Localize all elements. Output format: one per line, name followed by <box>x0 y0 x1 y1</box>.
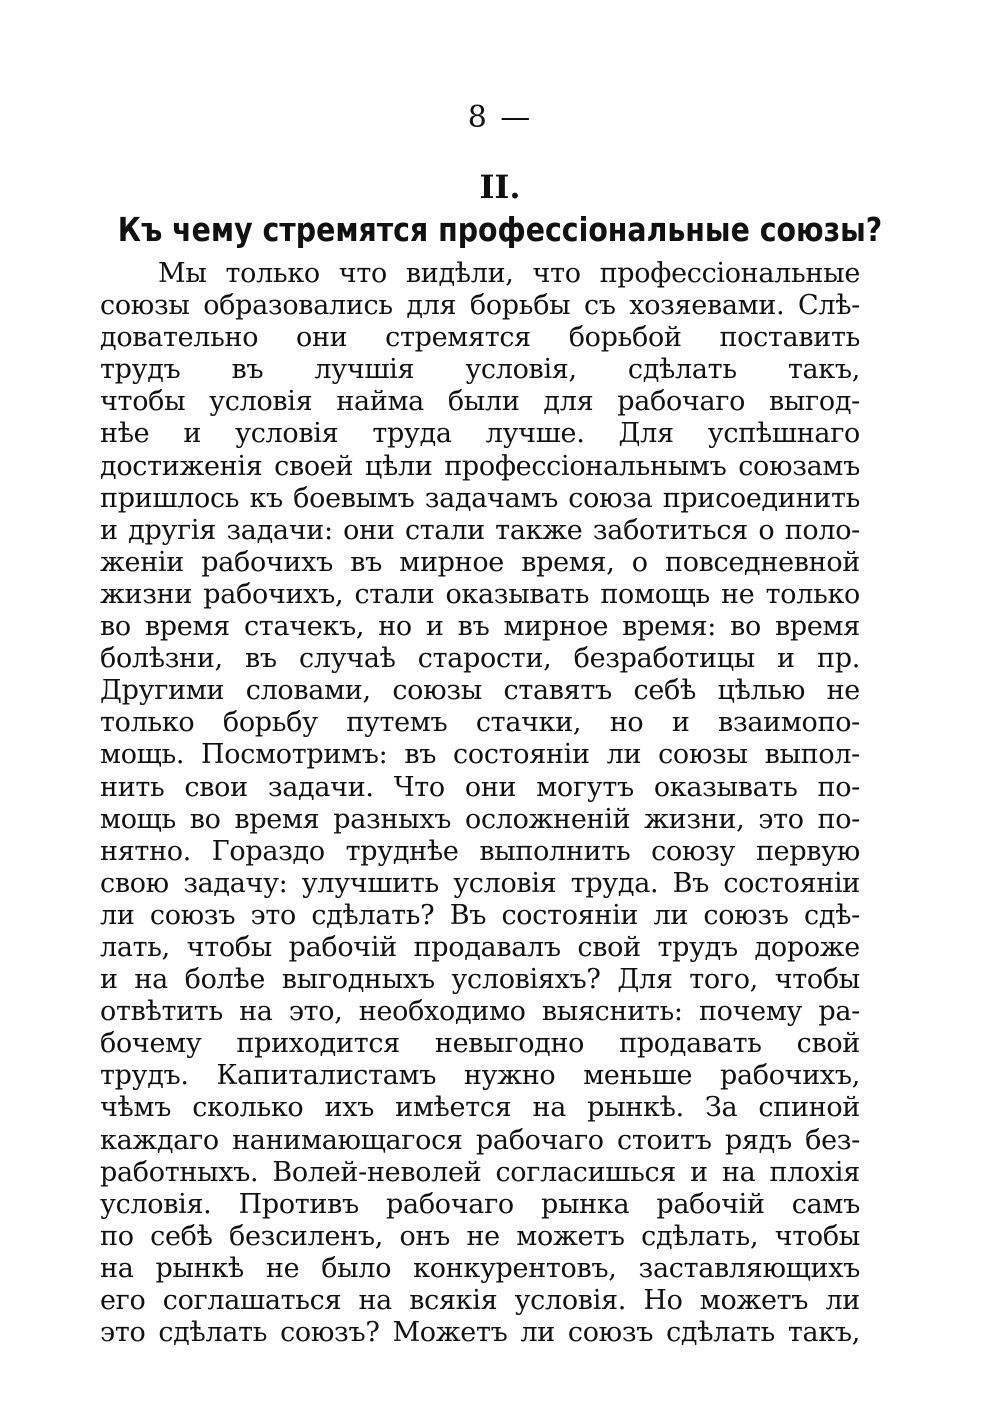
text-line: довательно они стремятся борьбой поставить <box>100 322 860 354</box>
text-line: Другими словами, союзы ставятъ себѣ цѣлью не <box>100 675 860 707</box>
text-line: лать, чтобы рабочій продавалъ свой трудъ дороже <box>100 931 860 963</box>
text-line: чѣмъ сколько ихъ имѣется на рынкѣ. За спиной <box>100 1092 860 1124</box>
text-line: его соглашаться на всякія условія. Но можетъ ли <box>100 1285 860 1316</box>
body-text <box>100 258 860 1349</box>
page-number: 8 — <box>467 100 533 135</box>
text-line: работныхъ. Волей-неволей согласишься и на плохія <box>100 1156 860 1188</box>
text-line: пришлось къ боевымъ задачамъ союза присоединить <box>100 482 860 514</box>
text-line: это сдѣлать союзъ? Можетъ ли союзъ сдѣлать такъ, <box>100 1317 860 1349</box>
text-line: каждаго нанимающагося рабочаго стоитъ рядъ без- <box>100 1124 860 1156</box>
text-line: чтобы условія найма были для рабочаго выгод- <box>100 386 860 418</box>
text-line: союзы образовались для борьбы съ хозяевами. Слѣ- <box>100 290 860 322</box>
text-line: мощь. Посмотримъ: въ состояніи ли союзы выпол- <box>100 739 860 771</box>
text-line: достиженія своей цѣли профессіональнымъ союзамъ <box>100 450 860 482</box>
text-line: нить свои задачи. Что они могутъ оказывать по- <box>100 771 860 803</box>
text-line: трудъ. Капиталистамъ нужно меньше рабочихъ, <box>100 1060 860 1092</box>
text-line: по себѣ безсиленъ, онъ не можетъ сдѣлать, чтобы <box>100 1220 860 1252</box>
text-line: жизни рабочихъ, стали оказывать помощь не только <box>100 578 860 610</box>
text-line: на рынкѣ не было конкурентовъ, заставляющихъ <box>100 1252 860 1284</box>
chapter-numeral: II. <box>479 168 521 206</box>
text-line: и на болѣе выгодныхъ условіяхъ? Для того, чтобы <box>100 964 860 996</box>
text-line: трудъ въ лучшія условія, сдѣлать такъ, <box>100 354 860 386</box>
text-line: ли союзъ это сдѣлать? Въ состояніи ли союзъ сдѣ- <box>100 899 860 931</box>
text-line: во время стачекъ, но и въ мирное время: во время <box>100 611 860 643</box>
text-line: нятно. Гораздо труднѣе выполнить союзу первую <box>100 835 860 867</box>
text-line: только борьбу путемъ стачки, но и взаимопо- <box>100 707 860 739</box>
text-line: Мы только что видѣли, что профессіональные <box>158 258 860 289</box>
chapter-title: Къ чему стремятся профессіональные союзы? <box>117 210 883 249</box>
text-line: мощь во время разныхъ осложненій жизни, это по- <box>100 803 860 835</box>
text-line: условія. Противъ рабочаго рынка рабочій самъ <box>100 1188 860 1220</box>
text-line: болѣзни, въ случаѣ старости, безработицы и пр. <box>100 643 860 675</box>
text-line: отвѣтить на это, необходимо выяснить: почему ра- <box>100 996 860 1028</box>
text-line: бочему приходится невыгодно продавать свой <box>100 1028 860 1060</box>
text-line: и другія задачи: они стали также заботиться о поло- <box>100 514 860 546</box>
text-line: женіи рабочихъ въ мирное время, о повседневной <box>100 546 860 578</box>
text-line: свою задачу: улучшить условія труда. Въ состояніи <box>100 867 860 899</box>
text-line: нѣе и условія труда лучше. Для успѣшнаго <box>100 418 860 450</box>
